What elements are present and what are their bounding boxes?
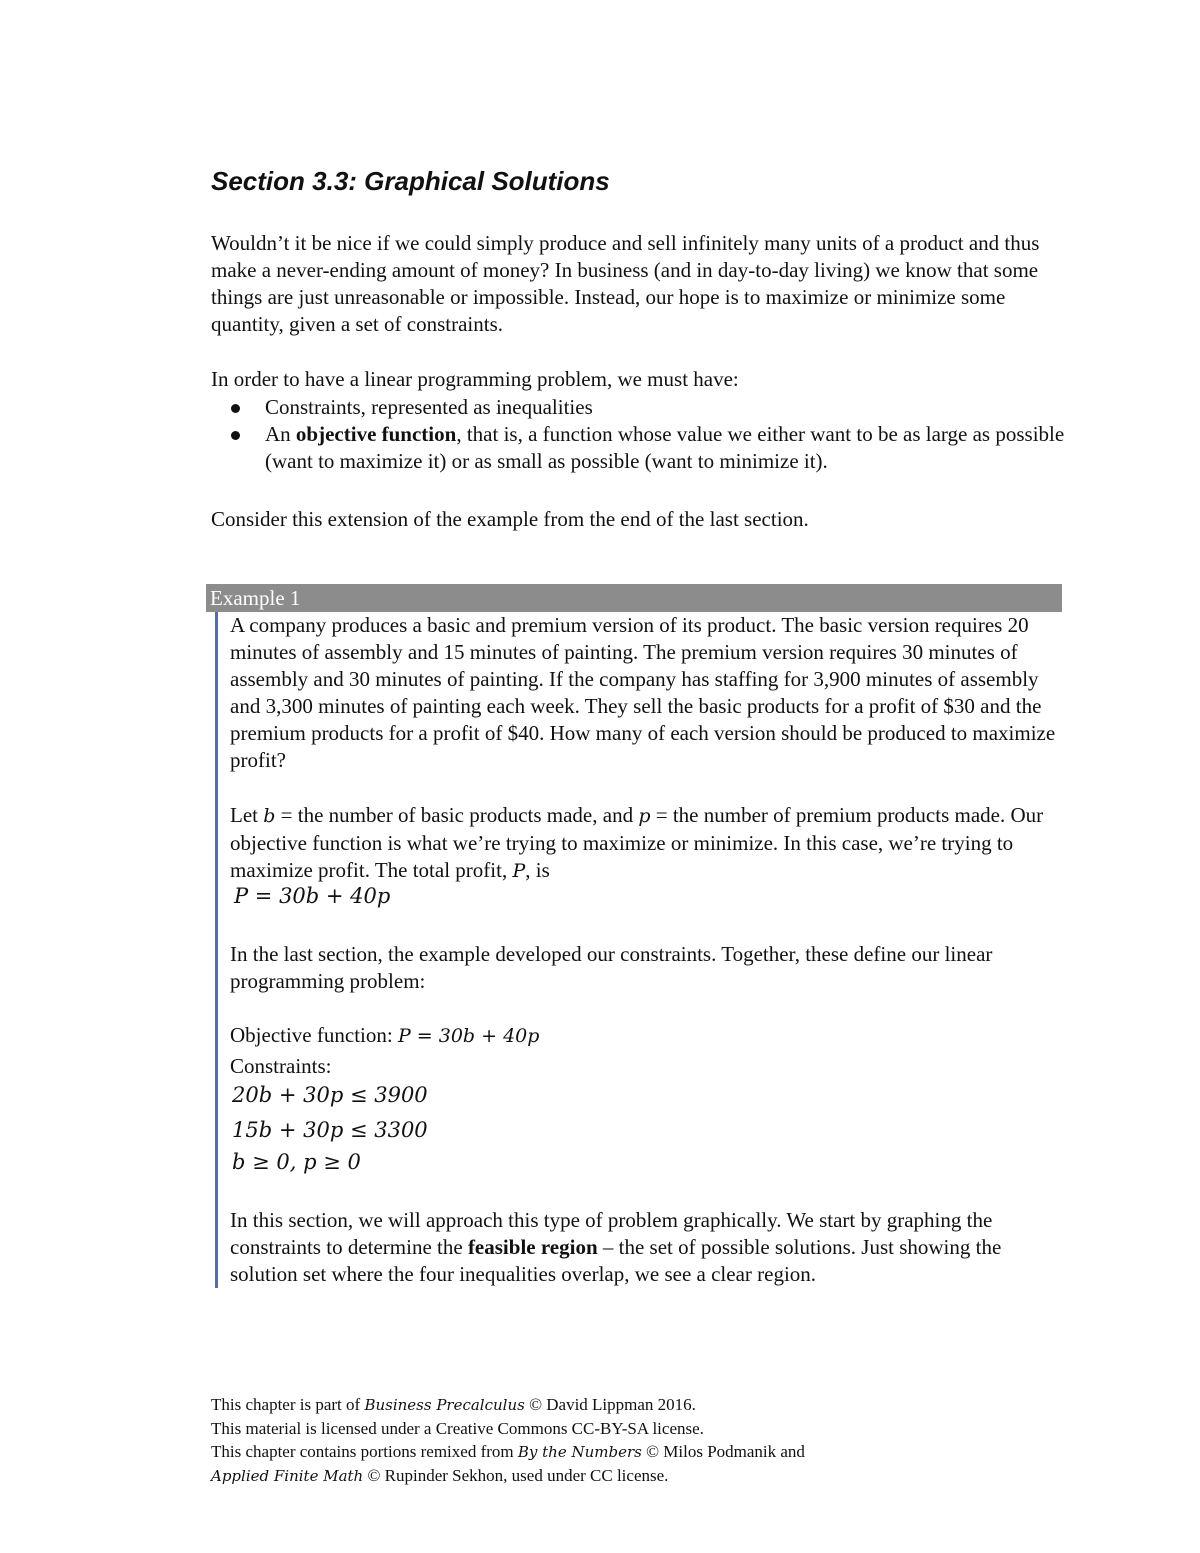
variable-definitions	[230, 802, 1070, 885]
let-text: = the number of premium products made. Our objective function is what we’re trying to maximize or minimize. In this case, we’re trying to maximize profit. The total profit,	[230, 803, 1044, 882]
requirements-intro: In order to have a linear programming problem, we must have:	[211, 367, 739, 391]
footer-line	[211, 1393, 1071, 1417]
intro-paragraph: Wouldn’t it be nice if we could simply produce and sell infinitely many units of a product and thus make a never-ending amount of money? In business (and in day-to-day living) we know that some things are just unreasonable or impossible. Instead, our hope is to maximize or minimize some quantity, given a set of constraints.	[211, 231, 1040, 336]
book-title: By the Numbers	[517, 1443, 642, 1461]
bullet-icon	[231, 431, 240, 440]
var-b: b	[263, 805, 276, 827]
license-footer	[211, 1393, 1071, 1488]
objective-label: Objective function:	[230, 1023, 398, 1047]
footer-line: This material is licensed under a Creative Commons CC-BY-SA license.	[211, 1419, 704, 1438]
var-P: P	[512, 860, 526, 882]
section-text: In this section, we will approach this type of problem graphically. We start by graphing the constraints to determine the	[230, 1208, 993, 1259]
let-text: Let	[230, 803, 264, 827]
last-section-paragraph: In the last section, the example developed our constraints. Together, these define our linear programming problem:	[230, 942, 993, 993]
constraint-assembly: 20b + 30p ≤ 3900	[232, 1083, 428, 1107]
constraint-painting: 15b + 30p ≤ 3300	[232, 1118, 428, 1142]
example-left-rule	[215, 612, 218, 1288]
footer-line	[211, 1464, 1071, 1488]
footer-line	[211, 1440, 1071, 1464]
constraint-nonnegative: b ≥ 0, p ≥ 0	[232, 1150, 361, 1174]
term-objective-function: objective function	[295, 422, 457, 446]
list-item-text-prefix: An	[265, 422, 296, 446]
book-title: Applied Finite Math	[211, 1467, 364, 1485]
consider-paragraph: Consider this extension of the example from the end of the last section.	[211, 507, 809, 531]
term-feasible-region: feasible region	[467, 1235, 598, 1259]
example-problem: A company produces a basic and premium version of its product. The basic version requires 20 minutes of assembly and 15 minutes of painting. The premium version requires 30 minutes of assembly and 30 minutes of painting. If the company has staffing for 3,900 minutes of assembly and 3,300 minutes of painting each week. They sell the basic products for a profit of $30 and the premium products for a profit of $40. How many of each version should be produced to maximize profit?	[230, 613, 1056, 772]
footer-text: © Milos Podmanik and	[641, 1442, 805, 1461]
let-text: , is	[525, 858, 550, 882]
footer-text: This chapter is part of	[211, 1395, 365, 1414]
list-item	[211, 394, 1071, 421]
let-text: = the number of basic products made, and	[275, 803, 639, 827]
var-p: p	[638, 805, 651, 827]
page-title: Section 3.3: Graphical Solutions	[211, 166, 610, 196]
footer-text: © Rupinder Sekhon, used under CC license.	[363, 1466, 669, 1485]
graphical-approach-paragraph	[230, 1207, 1070, 1288]
footer-text: © David Lippman 2016.	[524, 1395, 696, 1414]
objective-function-line	[230, 1022, 539, 1050]
requirements-list	[211, 394, 1071, 475]
footer-text: This chapter contains portions remixed from	[211, 1442, 518, 1461]
example-header: Example 1	[206, 584, 1062, 612]
objective-equation: P = 30b + 40p	[397, 1025, 540, 1047]
list-item	[211, 421, 1071, 475]
profit-equation: P = 30b + 40p	[234, 884, 391, 908]
bullet-icon	[231, 404, 240, 413]
list-item-text-rest: , that is, a function whose value we either want to be as large as possible (want to maximize it) or as small as possible (want to minimize it).	[265, 422, 1065, 473]
book-title: Business Precalculus	[364, 1396, 525, 1414]
constraints-label: Constraints:	[230, 1054, 332, 1078]
list-item-text: Constraints, represented as inequalities	[265, 395, 593, 419]
section-text: – the set of possible solutions. Just showing the solution set where the four inequalities overlap, we see a clear region.	[230, 1235, 1002, 1286]
